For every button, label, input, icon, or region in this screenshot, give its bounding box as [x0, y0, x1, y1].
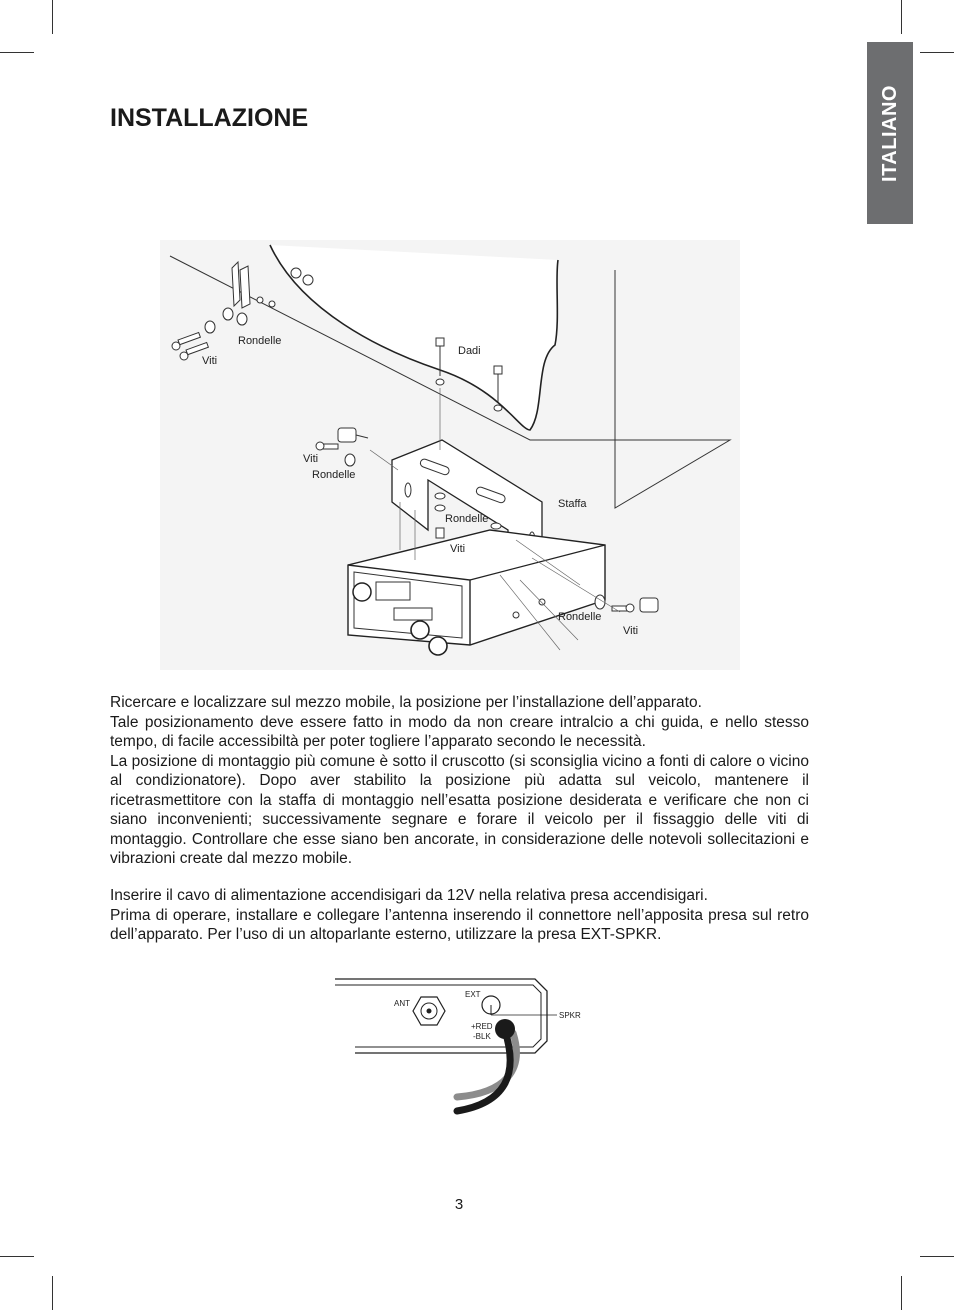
installation-text-1: [110, 693, 809, 869]
label-spkr: SPKR: [559, 1011, 581, 1020]
label-red: +RED: [471, 1022, 493, 1031]
crop-mark: [901, 0, 902, 34]
paragraph: Prima di operare, installare e collegare l’antenna inserendo il connettore nell’apposita presa sul retro dell’apparato. Per l’uso di un altoparlante esterno, utilizzare la presa EXT-SPKR.: [110, 906, 809, 943]
label-staffa: Staffa: [558, 498, 587, 510]
installation-text-2: [110, 886, 809, 945]
paragraph: La posizione di montaggio più comune è sotto il cruscotto (si sconsiglia vicino a fonti di calore o vicino al condizionatore). Dopo aver stabilito la posizione più adatta sul veicolo, mantenere il ricetrasmettitore con la staffa di montaggio nell’esatta posizione desiderata e verificare che non ci siano inconvenienti; successivamente segnare e forare il veicolo per il fissaggio delle viti di montaggio. Controllare che esse siano ben ancorate, in considerazione delle notevoli sollecitazioni e vibrazioni create dal mezzo mobile.: [110, 752, 809, 867]
crop-mark: [0, 1256, 34, 1257]
rear-panel-diagram-svg: [335, 975, 585, 1135]
label-viti-2: Viti: [303, 453, 319, 465]
crop-mark: [52, 1276, 53, 1310]
paragraph: Tale posizionamento deve essere fatto in modo da non creare intralcio a chi guida, e nello stesso tempo, di facile accessibiltà per poter togliere l’apparato secondo le necessità.: [110, 713, 809, 750]
page-number: 3: [454, 1196, 464, 1213]
mounting-diagram-svg: [160, 240, 740, 670]
language-tab-label: ITALIANO: [878, 84, 901, 182]
label-blk: -BLK: [473, 1032, 491, 1041]
crop-mark: [901, 1276, 902, 1310]
label-rondelle-1: Rondelle: [238, 335, 282, 347]
crop-mark: [0, 52, 34, 53]
crop-mark: [920, 52, 954, 53]
label-rondelle-4: Rondelle: [558, 611, 602, 623]
label-rondelle-3: Rondelle: [445, 513, 489, 525]
mounting-diagram: [160, 240, 740, 670]
label-viti-4: Viti: [623, 625, 639, 637]
label-ext: EXT: [465, 990, 481, 999]
paragraph: Ricercare e localizzare sul mezzo mobile, la posizione per l’installazione dell’apparato.: [110, 694, 702, 711]
rear-panel-diagram: [335, 975, 585, 1135]
crop-mark: [52, 0, 53, 34]
label-ant: ANT: [394, 999, 410, 1008]
label-viti-1: Viti: [202, 355, 218, 367]
page-title: INSTALLAZIONE: [110, 104, 309, 132]
label-rondelle-2: Rondelle: [312, 469, 356, 481]
label-viti-3: Viti: [450, 543, 466, 555]
language-tab: [867, 42, 913, 224]
crop-mark: [920, 1256, 954, 1257]
paragraph: Inserire il cavo di alimentazione accendisigari da 12V nella relativa presa accendisigari.: [110, 887, 708, 904]
label-dadi: Dadi: [458, 345, 481, 357]
